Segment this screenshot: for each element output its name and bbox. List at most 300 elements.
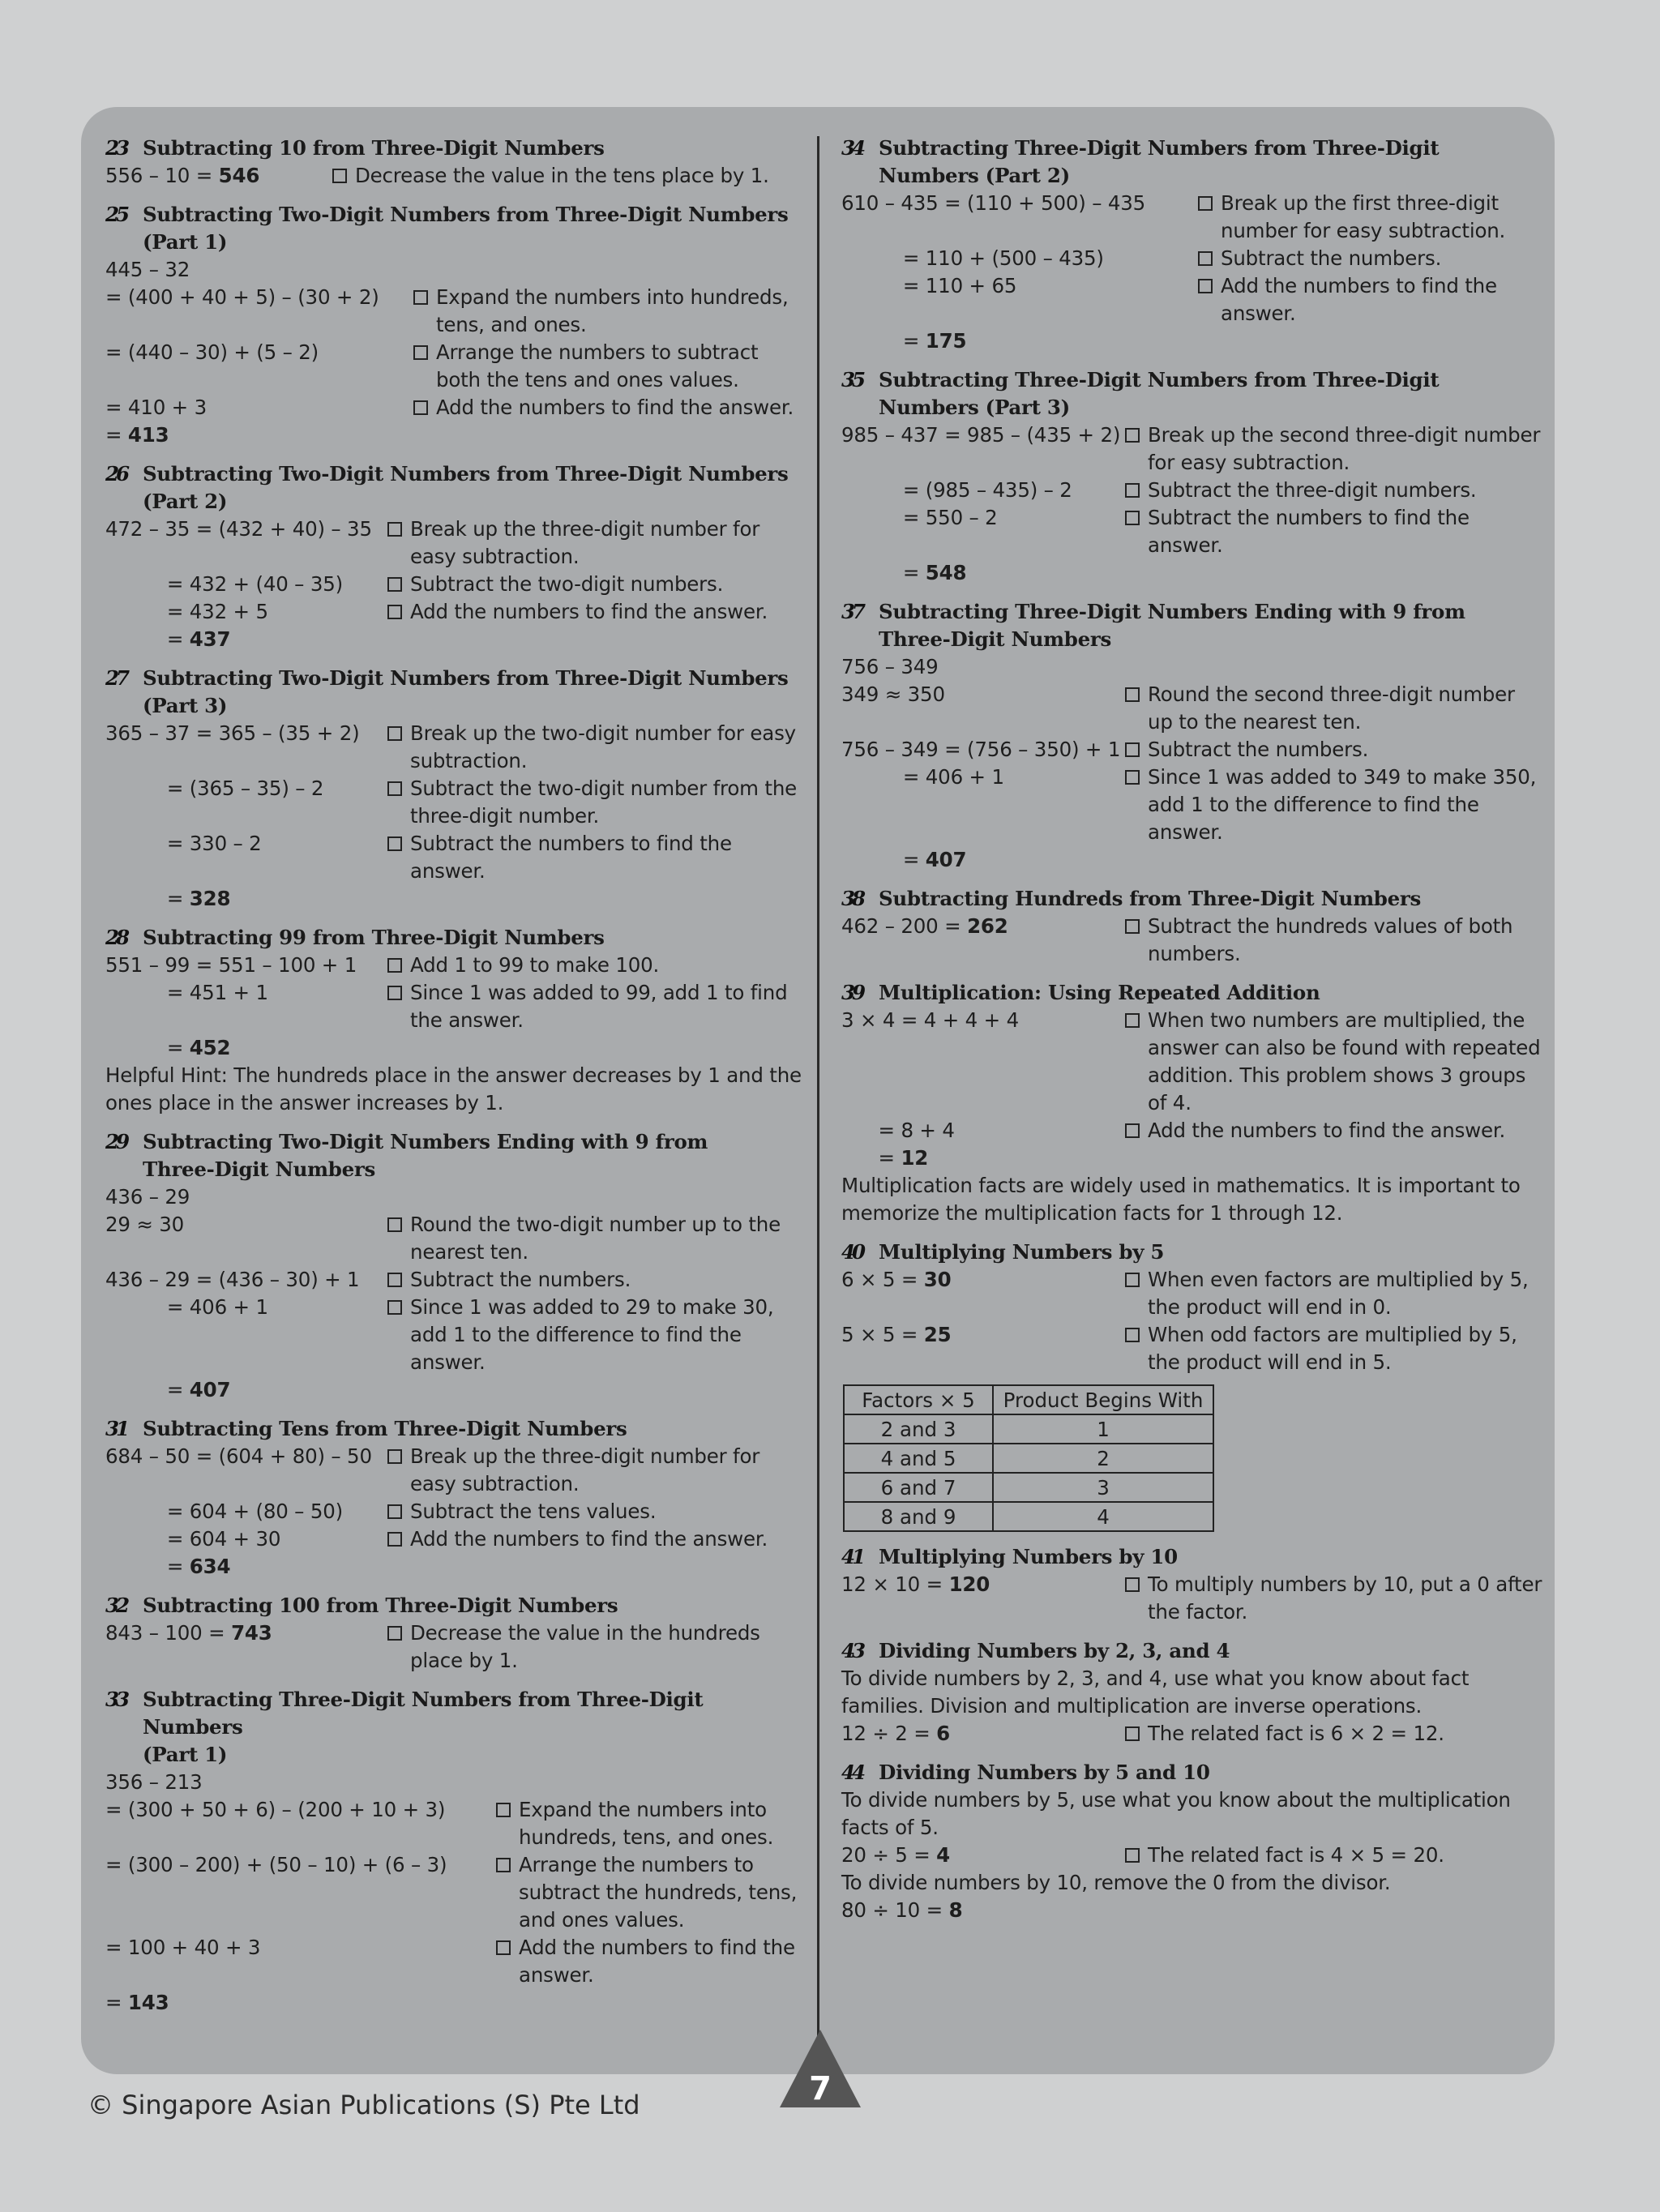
step-row <box>841 653 1543 681</box>
step-explanation <box>1125 681 1543 736</box>
step-row <box>105 1443 807 1498</box>
table-row <box>844 1414 1213 1444</box>
step-equation <box>105 394 413 421</box>
step-explanation <box>387 979 807 1034</box>
step-explanation <box>387 1619 807 1675</box>
step-explanation <box>1198 245 1543 272</box>
step-row <box>105 979 807 1034</box>
step-explanation <box>413 284 807 339</box>
section-28 <box>105 924 807 1117</box>
explanation-text: Decrease the value in the tens place by 1. <box>355 164 769 187</box>
section-number: 39 <box>841 981 863 1004</box>
explanation-text: Subtract the two-digit number from the three-digit number. <box>410 777 798 828</box>
explanation-text: When odd factors are multiplied by 5, the product will end in 5. <box>1148 1323 1517 1374</box>
section-number: 34 <box>841 136 863 160</box>
equation-text: = (400 + 40 + 5) – (30 + 2) <box>105 285 379 309</box>
section-heading <box>105 1128 807 1183</box>
step-row <box>841 913 1543 968</box>
equation-text: = <box>105 1378 190 1401</box>
step-explanation <box>1125 421 1543 477</box>
step-equation <box>105 1525 387 1553</box>
step-equation <box>105 720 387 775</box>
step-explanation <box>1125 764 1543 846</box>
step-row <box>841 736 1543 764</box>
copyright-footer: © Singapore Asian Publications (S) Pte Ltd <box>88 2090 640 2120</box>
table-cell: 6 and 7 <box>844 1473 993 1502</box>
answer-value: 452 <box>189 1036 231 1059</box>
equation-text: = <box>105 1036 190 1059</box>
section-37 <box>841 598 1543 874</box>
explanation-text: Add the numbers to find the answer. <box>1148 1119 1506 1142</box>
step-row <box>105 1183 807 1211</box>
step-row <box>105 885 807 913</box>
section-29 <box>105 1128 807 1404</box>
section-43 <box>841 1637 1543 1748</box>
checkbox-icon <box>1125 1328 1140 1342</box>
equation-text: = 110 + 65 <box>841 274 1017 297</box>
checkbox-icon <box>1125 1726 1140 1741</box>
step-row <box>105 256 807 284</box>
step-equation <box>105 1443 387 1498</box>
section-number: 41 <box>841 1545 863 1568</box>
explanation-text: Break up the first three-digit number for easy subtraction. <box>1221 191 1506 242</box>
checkbox-icon <box>1198 196 1213 211</box>
explanation-text: Subtract the numbers. <box>410 1268 631 1291</box>
equation-text: = 604 + 30 <box>105 1527 281 1551</box>
step-equation <box>105 1553 387 1581</box>
equation-text: 436 – 29 <box>105 1185 190 1209</box>
answer-value: 120 <box>948 1572 990 1596</box>
explanation-text: Subtract the numbers. <box>1148 738 1369 761</box>
step-explanation <box>387 1525 807 1553</box>
table-cell: 1 <box>993 1414 1213 1444</box>
section-title: Multiplying Numbers by 10 <box>879 1545 1178 1568</box>
section-number: 23 <box>105 136 127 160</box>
section-title: Subtracting Two-Digit Numbers from Three-Digit Numbers (Part 3) <box>143 666 789 717</box>
step-explanation <box>387 720 807 775</box>
table-header: Product Begins With <box>993 1385 1213 1414</box>
step-equation <box>841 421 1125 477</box>
answer-value: 548 <box>925 561 967 584</box>
answer-value: 12 <box>901 1146 929 1170</box>
table-row <box>844 1444 1213 1473</box>
section-title: Subtracting Three-Digit Numbers from Three-Digit Numbers <box>143 1688 704 1739</box>
step-explanation <box>1125 1321 1543 1376</box>
step-equation <box>105 571 387 598</box>
step-equation <box>841 764 1125 846</box>
step-equation <box>841 1007 1125 1117</box>
step-equation <box>841 190 1198 245</box>
section-23 <box>105 135 807 190</box>
step-explanation <box>387 516 807 571</box>
checkbox-icon <box>1198 279 1213 293</box>
table-cell: 4 <box>993 1502 1213 1531</box>
step-explanation <box>496 1934 807 1989</box>
explanation-text: Since 1 was added to 29 to make 30, add 1 to the difference to find the answer. <box>410 1295 774 1374</box>
answer-value: 407 <box>925 848 967 871</box>
section-number: 32 <box>105 1594 127 1617</box>
step-row <box>105 952 807 979</box>
section-intro: To divide numbers by 2, 3, and 4, use what you know about fact families. Division and multiplication are inverse operations. <box>841 1666 1470 1718</box>
step-equation <box>841 846 1125 874</box>
checkbox-icon <box>413 290 428 305</box>
step-explanation <box>387 1294 807 1376</box>
section-title: Subtracting Three-Digit Numbers Ending with 9 from <box>879 600 1465 623</box>
explanation-text: Add the numbers to find the answer. <box>436 396 794 419</box>
checkbox-icon <box>1125 687 1140 702</box>
section-number: 31 <box>105 1417 127 1440</box>
step-explanation <box>1125 1720 1543 1748</box>
left-column <box>105 135 807 2028</box>
step-row <box>841 764 1543 846</box>
step-explanation <box>413 339 807 394</box>
checkbox-icon <box>387 1504 402 1519</box>
answer-value: 634 <box>189 1555 231 1578</box>
section-heading <box>841 1239 1543 1266</box>
step-row <box>105 1034 807 1062</box>
section-heading <box>105 460 807 516</box>
equation-text: 462 – 200 = <box>841 914 968 938</box>
section-38 <box>841 885 1543 968</box>
explanation-text: When two numbers are multiplied, the answer can also be found with repeated addition. This problem shows 3 groups of 4. <box>1148 1008 1541 1115</box>
step-equation <box>105 830 387 885</box>
explanation-text: Break up the second three-digit number for easy subtraction. <box>1148 423 1541 474</box>
step-explanation <box>387 952 807 979</box>
section-heading <box>841 366 1543 421</box>
explanation-text: Arrange the numbers to subtract both the tens and ones values. <box>436 340 759 391</box>
step-row <box>841 477 1543 504</box>
checkbox-icon <box>1125 1273 1140 1287</box>
step-equation <box>105 1376 387 1404</box>
section-heading <box>841 885 1543 913</box>
answer-value: 8 <box>948 1898 963 1922</box>
explanation-text: Round the two-digit number up to the nearest ten. <box>410 1213 781 1264</box>
equation-text: 365 – 37 = 365 – (35 + 2) <box>105 721 360 745</box>
checkbox-icon <box>1125 511 1140 525</box>
section-intro: To divide numbers by 5, use what you know about the multiplication facts of 5. <box>841 1788 1511 1839</box>
equation-text: = <box>841 561 926 584</box>
section-heading <box>841 979 1543 1007</box>
step-row <box>841 1897 1543 1924</box>
checkbox-icon <box>387 1532 402 1547</box>
equation-text: = <box>841 848 926 871</box>
table-header: Factors × 5 <box>844 1385 993 1414</box>
table-cell: 2 <box>993 1444 1213 1473</box>
equation-text: 556 – 10 = <box>105 164 219 187</box>
step-row <box>105 1525 807 1553</box>
table-header-row <box>844 1385 1213 1414</box>
step-explanation <box>1125 1117 1543 1145</box>
step-equation <box>105 1796 496 1851</box>
equation-text: 843 – 100 = <box>105 1621 232 1645</box>
checkbox-icon <box>1125 770 1140 785</box>
checkbox-icon <box>496 1858 511 1872</box>
step-row <box>841 190 1543 245</box>
step-equation <box>841 1321 1125 1376</box>
answer-value: 328 <box>189 887 231 910</box>
step-row <box>105 421 807 449</box>
answer-value: 437 <box>189 627 231 651</box>
checkbox-icon <box>387 986 402 1000</box>
equation-text: 6 × 5 = <box>841 1268 924 1291</box>
equation-text: = 451 + 1 <box>105 981 268 1004</box>
step-row <box>841 245 1543 272</box>
step-explanation <box>387 1498 807 1525</box>
equation-text: = (300 + 50 + 6) – (200 + 10 + 3) <box>105 1798 446 1821</box>
step-explanation <box>1198 272 1543 327</box>
answer-value: 25 <box>923 1323 952 1346</box>
step-explanation <box>1198 190 1543 245</box>
table-row <box>844 1502 1213 1531</box>
factors-table <box>843 1384 1214 1532</box>
step-explanation <box>387 598 807 626</box>
step-explanation <box>387 571 807 598</box>
step-row <box>105 1989 807 2017</box>
section-title: Dividing Numbers by 2, 3, and 4 <box>879 1639 1230 1662</box>
answer-value: 743 <box>231 1621 272 1645</box>
section-number: 37 <box>841 600 863 623</box>
step-row <box>105 1851 807 1934</box>
checkbox-icon <box>387 836 402 851</box>
checkbox-icon <box>1125 742 1140 757</box>
step-equation <box>841 1145 1125 1172</box>
section-title: Subtracting Tens from Three-Digit Numbers <box>143 1417 627 1440</box>
step-equation <box>105 626 387 653</box>
step-row <box>105 598 807 626</box>
step-equation <box>841 913 1125 968</box>
section-31 <box>105 1415 807 1581</box>
step-row <box>841 559 1543 587</box>
equation-text: = <box>841 1146 901 1170</box>
answer-value: 546 <box>218 164 260 187</box>
step-equation <box>841 245 1198 272</box>
section-heading <box>841 1637 1543 1665</box>
section-title: Subtracting Hundreds from Three-Digit Numbers <box>879 887 1422 910</box>
section-27 <box>105 665 807 913</box>
step-equation <box>105 1183 387 1211</box>
section-number: 40 <box>841 1240 863 1264</box>
equation-text: 985 – 437 = 985 – (435 + 2) <box>841 423 1121 447</box>
equation-text: 756 – 349 = (756 – 350) + 1 <box>841 738 1121 761</box>
checkbox-icon <box>387 605 402 619</box>
step-row <box>105 1619 807 1675</box>
checkbox-icon <box>387 577 402 592</box>
explanation-text: The related fact is 6 × 2 = 12. <box>1148 1722 1444 1745</box>
equation-text: = 410 + 3 <box>105 396 207 419</box>
section-number: 35 <box>841 368 863 391</box>
checkbox-icon <box>387 726 402 741</box>
explanation-text: Break up the three-digit number for easy subtraction. <box>410 1444 760 1495</box>
table-cell: 3 <box>993 1473 1213 1502</box>
equation-text: 551 – 99 = 551 – 100 + 1 <box>105 953 357 977</box>
step-explanation <box>496 1851 807 1934</box>
step-equation <box>105 598 387 626</box>
table-cell: 8 and 9 <box>844 1502 993 1531</box>
step-equation <box>105 1498 387 1525</box>
answer-value: 175 <box>925 329 967 353</box>
step-row <box>105 720 807 775</box>
equation-text: 756 – 349 <box>841 655 939 678</box>
section-title: Subtracting 99 from Three-Digit Numbers <box>143 926 605 949</box>
step-equation <box>841 1266 1125 1321</box>
equation-text: 472 – 35 = (432 + 40) – 35 <box>105 517 372 541</box>
step-explanation <box>387 1443 807 1498</box>
step-explanation <box>1125 913 1543 968</box>
step-row <box>105 626 807 653</box>
step-row <box>841 1266 1543 1321</box>
explanation-text: Add the numbers to find the answer. <box>519 1936 795 1987</box>
column-divider <box>817 136 819 2070</box>
checkbox-icon <box>387 1273 402 1287</box>
section-heading <box>105 924 807 952</box>
equation-text: = 432 + (40 – 35) <box>105 572 343 596</box>
section-number: 28 <box>105 926 127 949</box>
section-heading <box>841 1759 1543 1786</box>
step-row <box>105 830 807 885</box>
step-row <box>105 516 807 571</box>
explanation-text: Subtract the numbers to find the answer. <box>410 832 732 883</box>
section-number: 25 <box>105 203 127 226</box>
step-row <box>841 846 1543 874</box>
equation-text: 445 – 32 <box>105 258 190 281</box>
explanation-text: Expand the numbers into hundreds, tens, and ones. <box>436 285 789 336</box>
explanation-text: The related fact is 4 × 5 = 20. <box>1148 1843 1444 1867</box>
equation-text: = 406 + 1 <box>841 765 1004 789</box>
step-explanation <box>1125 736 1543 764</box>
explanation-text: Break up the three-digit number for easy subtraction. <box>410 517 760 568</box>
section-35 <box>841 366 1543 587</box>
equation-text: 684 – 50 = (604 + 80) – 50 <box>105 1444 372 1468</box>
step-explanation <box>387 1266 807 1294</box>
step-row <box>105 1211 807 1266</box>
equation-text: 436 – 29 = (436 – 30) + 1 <box>105 1268 360 1291</box>
checkbox-icon <box>496 1940 511 1955</box>
answer-value: 262 <box>967 914 1008 938</box>
section-number: 38 <box>841 887 863 910</box>
answer-value: 4 <box>936 1843 951 1867</box>
section-25 <box>105 201 807 449</box>
explanation-text: Round the second three-digit number up to the nearest ten. <box>1148 682 1515 734</box>
checkbox-icon <box>387 781 402 796</box>
answer-value: 143 <box>127 1991 169 2014</box>
explanation-text: Add the numbers to find the answer. <box>410 600 768 623</box>
explanation-text: Subtract the three-digit numbers. <box>1148 478 1477 502</box>
step-equation <box>105 1619 387 1675</box>
step-equation <box>105 1851 496 1934</box>
explanation-text: Decrease the value in the hundreds place by 1. <box>410 1621 760 1672</box>
section-34 <box>841 135 1543 355</box>
step-row <box>841 1720 1543 1748</box>
step-explanation <box>1125 1842 1543 1869</box>
step-row <box>841 272 1543 327</box>
checkbox-icon <box>1125 1123 1140 1138</box>
equation-text: = <box>105 1555 190 1578</box>
step-equation <box>105 952 387 979</box>
table-cell: 4 and 5 <box>844 1444 993 1473</box>
step-explanation <box>387 775 807 830</box>
equation-text: = (440 – 30) + (5 – 2) <box>105 340 319 364</box>
section-heading <box>841 598 1543 653</box>
helpful-note: To divide numbers by 10, remove the 0 from the divisor. <box>841 1871 1391 1894</box>
answer-value: 413 <box>127 423 169 447</box>
checkbox-icon <box>387 1300 402 1315</box>
section-number: 33 <box>105 1688 127 1711</box>
checkbox-icon <box>387 1449 402 1464</box>
table-row <box>844 1473 1213 1502</box>
helpful-note: Helpful Hint: The hundreds place in the answer decreases by 1 and the ones place in the answer increases by 1. <box>105 1063 802 1115</box>
step-row <box>841 504 1543 559</box>
step-row <box>841 1007 1543 1117</box>
checkbox-icon <box>387 1217 402 1232</box>
explanation-text: Subtract the tens values. <box>410 1500 657 1523</box>
step-equation <box>105 1989 496 2017</box>
step-equation <box>841 1117 1125 1145</box>
step-row <box>105 1796 807 1851</box>
page-number: 7 <box>809 2070 832 2107</box>
equation-text: = <box>841 329 926 353</box>
section-title: Subtracting Two-Digit Numbers Ending with 9 from <box>143 1130 708 1153</box>
table-cell: 2 and 3 <box>844 1414 993 1444</box>
step-equation <box>841 504 1125 559</box>
step-row <box>105 775 807 830</box>
equation-text: = 406 + 1 <box>105 1295 268 1319</box>
checkbox-icon <box>1125 428 1140 443</box>
equation-text: 610 – 435 = (110 + 500) – 435 <box>841 191 1145 215</box>
section-title: Multiplying Numbers by 5 <box>879 1240 1165 1264</box>
equation-text: = 8 + 4 <box>841 1119 955 1142</box>
explanation-text: Add the numbers to find the answer. <box>1221 274 1497 325</box>
step-equation <box>105 1211 387 1266</box>
explanation-text: Since 1 was added to 349 to make 350, add 1 to the difference to find the answer. <box>1148 765 1537 844</box>
step-row <box>105 1553 807 1581</box>
step-row <box>841 327 1543 355</box>
step-equation <box>841 653 1125 681</box>
section-title: Subtracting 10 from Three-Digit Numbers <box>143 136 605 160</box>
explanation-text: Since 1 was added to 99, add 1 to find the answer. <box>410 981 788 1032</box>
explanation-text: When even factors are multiplied by 5, the product will end in 0. <box>1148 1268 1529 1319</box>
step-equation <box>841 1842 1125 1869</box>
checkbox-icon <box>413 345 428 360</box>
step-equation <box>105 1266 387 1294</box>
explanation-text: Expand the numbers into hundreds, tens, and ones. <box>519 1798 774 1849</box>
section-number: 27 <box>105 666 127 690</box>
checkbox-icon <box>387 958 402 973</box>
step-explanation <box>496 1796 807 1851</box>
explanation-text: Break up the two-digit number for easy subtraction. <box>410 721 796 772</box>
helpful-note: Multiplication facts are widely used in mathematics. It is important to memorize the multiplication facts for 1 through 12. <box>841 1174 1521 1225</box>
step-equation <box>841 1897 1125 1924</box>
section-title: Subtracting Two-Digit Numbers from Three-Digit Numbers (Part 2) <box>143 462 789 513</box>
equation-text: = 604 + (80 – 50) <box>105 1500 343 1523</box>
step-equation <box>105 1034 387 1062</box>
section-heading <box>105 201 807 256</box>
step-equation <box>105 775 387 830</box>
section-title: Dividing Numbers by 5 and 10 <box>879 1761 1210 1784</box>
equation-text: = <box>105 1991 128 2014</box>
checkbox-icon <box>496 1803 511 1817</box>
step-explanation <box>413 394 807 421</box>
step-explanation <box>1125 1007 1543 1117</box>
section-number: 43 <box>841 1639 863 1662</box>
step-row <box>105 1376 807 1404</box>
section-title-continued: Three-Digit Numbers <box>143 1157 375 1181</box>
step-explanation <box>1125 477 1543 504</box>
equation-text: = 110 + (500 – 435) <box>841 246 1104 270</box>
step-row <box>105 339 807 394</box>
explanation-text: Subtract the numbers. <box>1221 246 1442 270</box>
step-equation <box>105 885 387 913</box>
equation-text: 12 × 10 = <box>841 1572 949 1596</box>
